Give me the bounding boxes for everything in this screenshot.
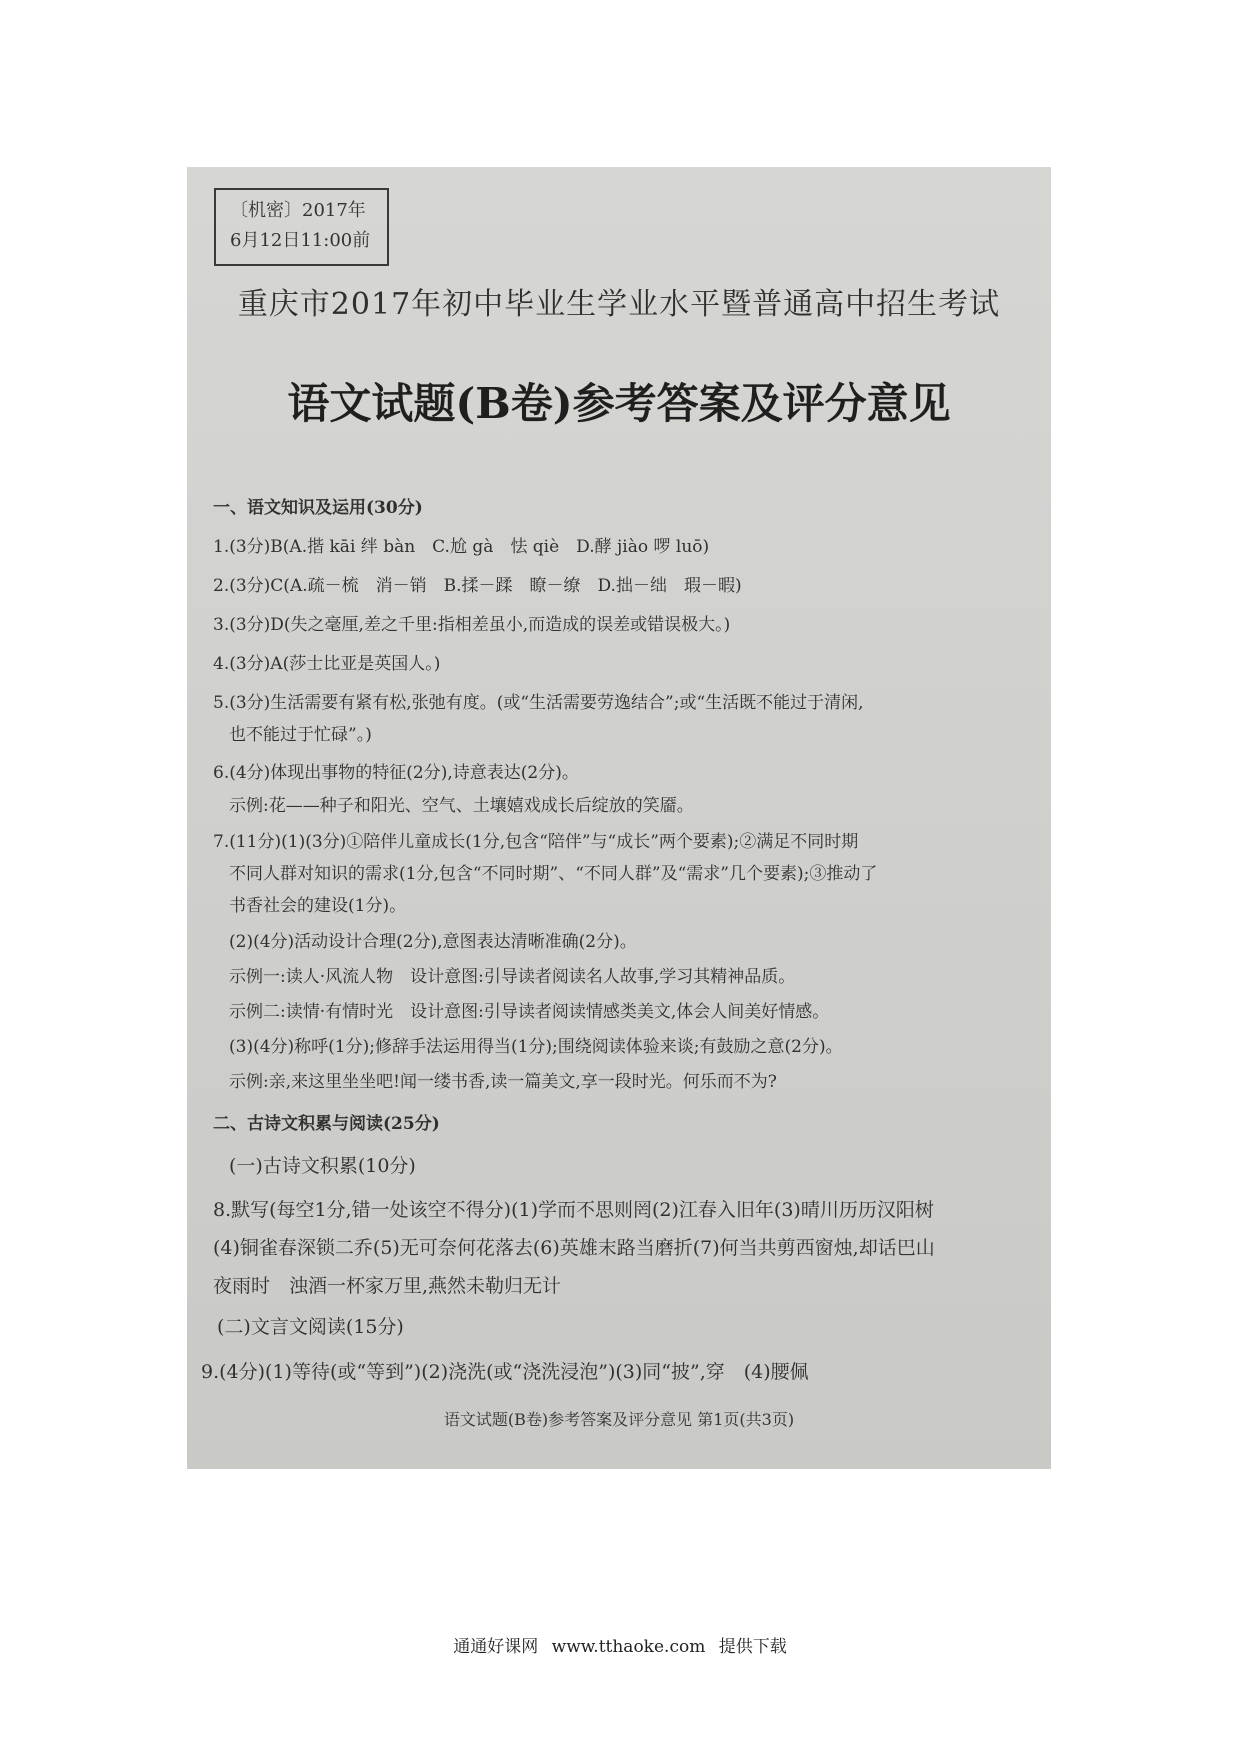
answer-line: (2)(4分)活动设计合理(2分),意图表达清晰准确(2分)。 bbox=[229, 932, 637, 952]
answer-line: 5.(3分)生活需要有紧有松,张弛有度。(或“生活需要劳逸结合”;或“生活既不能过于清闲, bbox=[213, 693, 864, 713]
answer-line: 6.(4分)体现出事物的特征(2分),诗意表达(2分)。 bbox=[213, 763, 579, 783]
section-heading-1: 一、语文知识及运用(30分) bbox=[213, 498, 423, 518]
document-title: 语文试题(B卷)参考答案及评分意见 bbox=[287, 379, 951, 428]
answer-line: 1.(3分)B(A.揩 kāi 绊 bàn C.尬 gà 怯 qiè D.酵 jiào 啰 luō) bbox=[213, 537, 710, 557]
example-line: 示例:亲,来这里坐坐吧!闻一缕书香,读一篇美文,享一段时光。何乐而不为? bbox=[229, 1072, 777, 1092]
answer-line: 7.(11分)(1)(3分)①陪伴儿童成长(1分,包含“陪伴”与“成长”两个要素);②满足不同时期 bbox=[213, 832, 859, 852]
section-heading-2: 二、古诗文积累与阅读(25分) bbox=[213, 1114, 440, 1134]
answer-line: 也不能过于忙碌”。) bbox=[229, 725, 372, 745]
site-note: 提供下载 bbox=[718, 1637, 787, 1657]
subsection-heading: (一)古诗文积累(10分) bbox=[229, 1155, 416, 1177]
answer-line: 8.默写(每空1分,错一处该空不得分)(1)学而不思则罔(2)江春入旧年(3)晴川历历汉阳树 bbox=[213, 1199, 934, 1221]
stamp-line-2: 6月12日11:00前 bbox=[230, 230, 371, 251]
example-line: 示例一:读人·风流人物 设计意图:引导读者阅读名人故事,学习其精神品质。 bbox=[229, 967, 796, 987]
stamp-line-1: 〔机密〕2017年 bbox=[230, 200, 366, 221]
answer-line: 不同人群对知识的需求(1分,包含“不同时期”、“不同人群”及“需求”几个要素);③推动了 bbox=[229, 864, 878, 884]
answer-line: 3.(3分)D(失之毫厘,差之千里:指相差虽小,而造成的误差或错误极大。) bbox=[213, 615, 731, 635]
example-line: 示例:花——种子和阳光、空气、土壤嬉戏成长后绽放的笑靥。 bbox=[229, 796, 694, 816]
confidential-stamp bbox=[214, 188, 389, 266]
answer-line: 2.(3分)C(A.疏－梳 消－销 B.揉－蹂 瞭－缭 D.拙－绌 瑕－暇) bbox=[213, 576, 742, 596]
answer-line: (3)(4分)称呼(1分);修辞手法运用得当(1分);围绕阅读体验来谈;有鼓励之意(2分)。 bbox=[229, 1037, 843, 1057]
answer-line: (4)铜雀春深锁二乔(5)无可奈何花落去(6)英雄末路当磨折(7)何当共剪西窗烛,却话巴山 bbox=[213, 1237, 935, 1259]
site-url-link[interactable]: www.tthaoke.com bbox=[551, 1637, 706, 1657]
answer-line: 9.(4分)(1)等待(或“等到”)(2)浇洗(或“浇洗浸泡”)(3)同“披”,穿 (4)腰佩 bbox=[201, 1361, 809, 1383]
answer-line: 夜雨时 浊酒一杯家万里,燕然未勒归无计 bbox=[213, 1275, 562, 1297]
answer-line: 书香社会的建设(1分)。 bbox=[229, 896, 407, 916]
exam-title: 重庆市2017年初中毕业生学业水平暨普通高中招生考试 bbox=[237, 287, 1001, 322]
page-footer: 语文试题(B卷)参考答案及评分意见 第1页(共3页) bbox=[443, 1410, 795, 1429]
answer-line: 4.(3分)A(莎士比亚是英国人。) bbox=[213, 654, 441, 674]
site-footer bbox=[0, 1632, 1240, 1657]
site-name: 通通好课网 bbox=[453, 1637, 539, 1657]
subsection-heading: (二)文言文阅读(15分) bbox=[217, 1316, 404, 1338]
scanned-answer-sheet bbox=[187, 167, 1051, 1469]
example-line: 示例二:读情·有情时光 设计意图:引导读者阅读情感类美文,体会人间美好情感。 bbox=[229, 1002, 830, 1022]
